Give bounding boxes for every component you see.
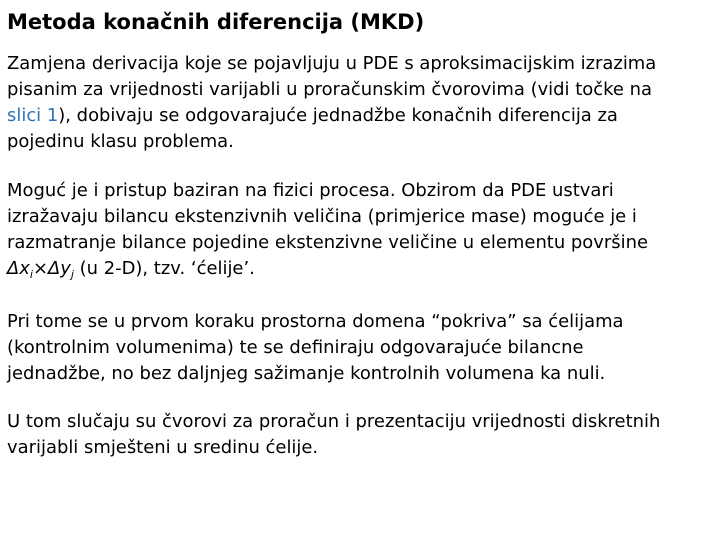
paragraph-4 [7,409,717,461]
paragraph-2-line-1: Moguć je i pristup baziran na fizici procesa. Obzirom da PDE ustvari [7,180,614,201]
paragraph-3-line-3: jednadžbe, no bez daljnjeg sažimanje kontrolnih volumena ka nuli. [7,363,606,384]
paragraph-1-line-4: pojedinu klasu problema. [7,131,234,152]
paragraph-2-line-4-text: (u 2-D), tzv. ‘ćelije’. [73,258,255,279]
paragraph-2-line-3: razmatranje bilance pojedine ekstenzivne veličine u elementu površine [7,232,648,253]
paragraph-4-line-1: U tom slučaju su čvorovi za proračun i prezentaciju vrijednosti diskretnih [7,411,661,432]
paragraph-3-line-1: Pri tome se u prvom koraku prostorna domena “pokriva” sa ćelijama [7,311,624,332]
paragraph-3-line-2: (kontrolnim volumenima) te se definiraju odgovarajuće bilancne [7,337,584,358]
formula-times: × [32,258,48,279]
formula-subscript-i: i [29,268,33,281]
paragraph-2-line-2: izražavaju bilancu ekstenzivnih veličina (primjerice mase) moguće je i [7,206,637,227]
paragraph-1 [7,51,717,155]
formula-delta-x: Δx [7,258,30,279]
paragraph-4-line-2: varijabli smješteni u sredinu ćelije. [7,437,319,458]
paragraph-3 [7,309,717,387]
paragraph-2 [7,178,717,288]
paragraph-1-line-2: pisanim za vrijednosti varijabli u proračunskim čvorovima (vidi točke na [7,79,652,100]
paragraph-2-line-4 [7,256,717,288]
paragraph-1-line-3-text: ), dobivaju se odgovarajuće jednadžbe konačnih diferencija za [58,105,618,126]
formula-delta-y: Δy [47,258,71,279]
figure-reference-link[interactable]: slici 1 [7,105,59,126]
page-title: Metoda konačnih diferencija (MKD) [7,10,425,34]
paragraph-1-line-3 [7,103,717,129]
paragraph-1-line-1: Zamjena derivacija koje se pojavljuju u PDE s aproksimacijskim izrazima [7,53,657,74]
formula-subscript-j: j [70,268,74,281]
